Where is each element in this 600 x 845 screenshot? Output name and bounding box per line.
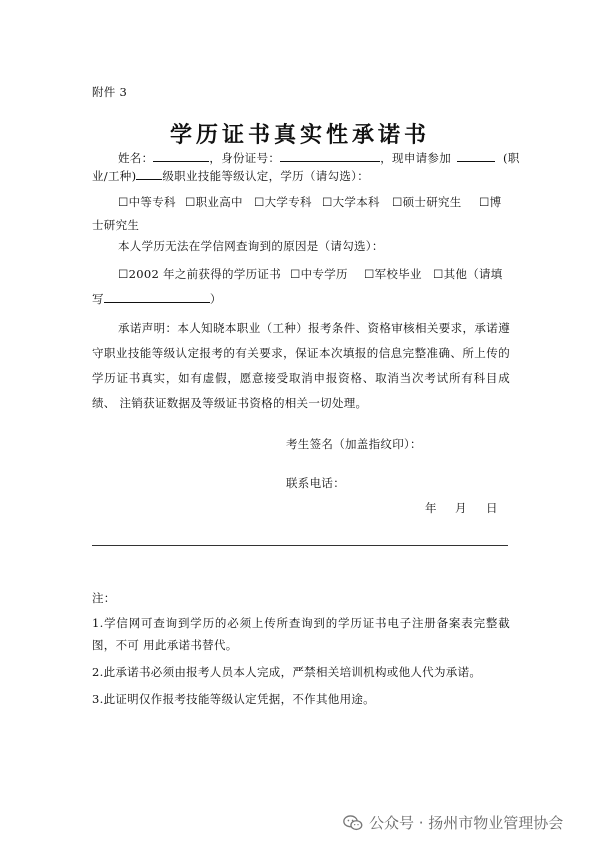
note-item: 2.此承诺书必须由报考人员本人完成，严禁相关培训机构或他人代为承诺。 (92, 665, 482, 679)
reason-question: 本人学历无法在学信网查询到的原因是（请勾选）： (118, 239, 384, 253)
reason-other-prefix: 写 (92, 292, 104, 306)
job-suffix: 业/工种) (92, 169, 137, 183)
reason-option-1[interactable]: ☐2002 年之前获得的学历证书 (118, 267, 282, 281)
form-line-1 (118, 149, 520, 166)
education-option-4[interactable]: ☐大学本科 (322, 195, 380, 209)
name-label: 姓名： (118, 151, 154, 165)
divider-line (92, 545, 508, 546)
date-year: 年 (425, 501, 437, 515)
watermark-text: 公众号 · 扬州市物业管理协会 (369, 814, 564, 832)
date-day: 日 (486, 501, 498, 515)
reason-other-blank[interactable] (104, 290, 210, 303)
reason-option-3[interactable]: ☐军校毕业 (364, 267, 422, 281)
reason-other-line (92, 290, 222, 307)
wechat-icon (343, 814, 363, 832)
phone-label: 联系电话： (286, 476, 345, 490)
attachment-label: 附件 3 (92, 85, 128, 99)
signature-label: 考生签名（加盖指纹印）： (286, 437, 422, 451)
reason-option-4[interactable]: ☐其他（请填 (433, 267, 503, 281)
reason-option-2[interactable]: ☐中专学历 (290, 267, 348, 281)
education-option-2[interactable]: ☐职业高中 (185, 195, 243, 209)
education-option-6[interactable]: ☐博 (479, 195, 502, 209)
commitment-statement: 承诺声明：本人知晓本职业（工种）报考条件、资格审核相关要求，承诺遵 守职业技能等级认定报考的有关要求，保证本次填报的信息完整准确、所上传的 学历证书真实，如有虚假，愿意接受取消申报资格、取消当次考试所有科目成绩、 注销获证数据及等级证书资格的相关一切处理。 (92, 321, 510, 410)
apply-job-blank[interactable] (457, 149, 495, 162)
apply-label: ，现申请参加 (380, 151, 452, 165)
id-number-blank[interactable] (280, 149, 380, 162)
level-blank[interactable] (136, 167, 162, 180)
education-option-3[interactable]: ☐大学专科 (254, 195, 312, 209)
date-month: 月 (455, 501, 467, 515)
education-option-5[interactable]: ☐硕士研究生 (392, 195, 462, 209)
note-item: 3.此证明仅作报考技能等级认定凭据，不作其他用途。 (92, 692, 375, 706)
reason-other-suffix: ） (209, 292, 222, 306)
form-line-2 (92, 167, 369, 184)
name-blank[interactable] (153, 149, 209, 162)
note-item: 1.学信网可查询到学历的必须上传所查询到的学历证书电子注册备案表完整截图，不可 用此承诺书替代。 (92, 616, 510, 652)
education-option-1[interactable]: ☐中等专科 (118, 195, 176, 209)
education-option-6-wrap: 士研究生 (92, 218, 140, 232)
education-prompt: 级职业技能等级认定，学历（请勾选）： (162, 169, 370, 183)
watermark (343, 812, 563, 833)
notes-heading: 注： (92, 591, 116, 605)
job-prefix: (职 (503, 151, 520, 165)
document-title: 学历证书真实性承诺书 (169, 122, 430, 148)
id-label: ，身份证号： (209, 151, 281, 165)
